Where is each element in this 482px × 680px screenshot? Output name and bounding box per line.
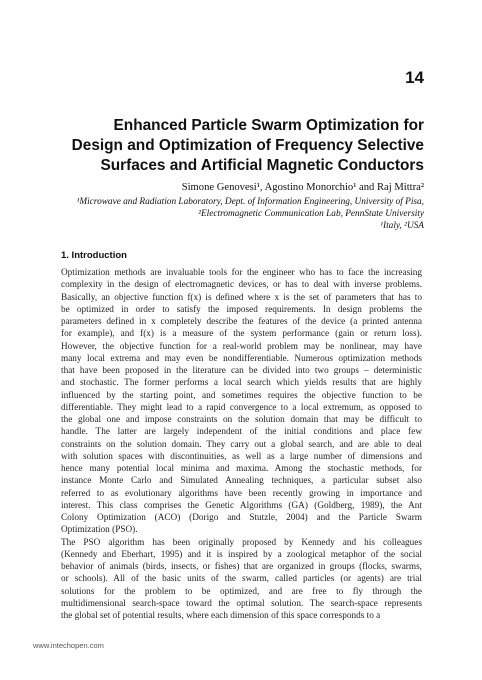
body-line: for example), and f(x) is a measure of the system performance (gain or return loss). — [61, 329, 422, 340]
body-line: with solution spaces with discontinuities, as well as a large number of dimensions and — [61, 451, 422, 462]
body-line: handle. The latter are largely independent of the initial conditions and place few — [61, 427, 422, 438]
chapter-number: 14 — [405, 68, 424, 87]
body-line: interest. This class comprises the Genetic Algorithms (GA) (Goldberg, 1989), the Ant — [61, 500, 422, 511]
body-line: solutions for the problem to be optimized, and are free to fly through the — [61, 586, 422, 597]
body-line: hence many potential local minima and maxima. Among the stochastic methods, for — [61, 464, 422, 474]
body-line: the global set of potential results, where each dimension of this space corresponds to a — [61, 611, 381, 621]
body-line: instance Monte Carlo and Simulated Annealing techniques, a particular subset also — [61, 476, 422, 487]
body-line: parameters defined in x completely describe the features of the device (a printed antenna — [61, 317, 422, 327]
title-line: Design and Optimization of Frequency Selective — [71, 137, 424, 154]
body-line: Colony Optimization (ACO) (Dorigo and Stutzle, 2004) and the Particle Swarm — [61, 513, 422, 523]
body-line: many local extrema and may even be nondifferentiable. Numerous optimization methods — [61, 353, 422, 364]
section-heading: 1. Introduction — [61, 250, 127, 261]
body-line: constraints on the solution domain. They carry out a global search, and are able to deal — [61, 439, 422, 450]
body-line: complexity in the design of electromagnetic devices, or has to deal with inverse problems. — [61, 280, 422, 291]
chapter-title — [50, 116, 424, 176]
body-line: that have been proposed in the literature can be divided into two groups – deterministic — [61, 366, 422, 376]
author-list: Simone Genovesi¹, Agostino Monorchio¹ and Raj Mittra² — [181, 182, 424, 193]
title-line: Surfaces and Artificial Magnetic Conductors — [100, 157, 424, 174]
affiliation-line: ²Electromagnetic Communication Lab, PennState University — [198, 209, 424, 219]
body-line: referred to as evolutionary algorithms have been recently growing in importance and — [61, 488, 422, 499]
body-line: (Kennedy and Eberhart, 1995) and it is inspired by a zoological metaphor of the social — [61, 549, 422, 560]
body-line: Optimization (PSO). — [61, 525, 138, 536]
footer-url: www.intechopen.com — [33, 641, 104, 650]
body-line: the global one and impose constraints on the solution domain that may be difficult to — [61, 415, 422, 425]
body-line: differentiable. They might lead to a rapid convergence to a local extremum, as opposed to — [61, 402, 422, 413]
body-line: However, the objective function for a real-world problem may be nonlinear, may have — [61, 341, 422, 352]
body-line: Optimization methods are invaluable tools for the engineer who has to face the increasing — [61, 268, 422, 278]
body-line: The PSO algorithm has been originally proposed by Kennedy and his colleagues — [61, 537, 422, 548]
body-line: or schools). All of the basic units of the swarm, called particles (or agents) are trial — [61, 574, 422, 585]
affiliation-line: ¹Italy, ²USA — [380, 221, 424, 231]
body-line: multidimensional search-space toward the optimal solution. The search-space represents — [61, 598, 422, 609]
body-line: behavior of animals (birds, insects, or fishes) that are organized in groups (flocks, swarms, — [61, 562, 422, 572]
body-line: be optimized in order to satisfy the imposed requirements. In design problems the — [61, 304, 422, 315]
body-line: influenced by the starting point, and sometimes requires the objective function to be — [61, 390, 422, 401]
body-line: Basically, an objective function f(x) is defined where x is the set of parameters that has to — [61, 292, 422, 303]
affiliation-line: ¹Microwave and Radiation Laboratory, Dept. of Information Engineering, University of Pisa, — [76, 197, 424, 207]
title-line: Enhanced Particle Swarm Optimization for — [113, 117, 424, 134]
body-line: and stochastic. The former performs a local search which yields results that are highly — [61, 378, 422, 389]
body-text — [61, 267, 422, 622]
